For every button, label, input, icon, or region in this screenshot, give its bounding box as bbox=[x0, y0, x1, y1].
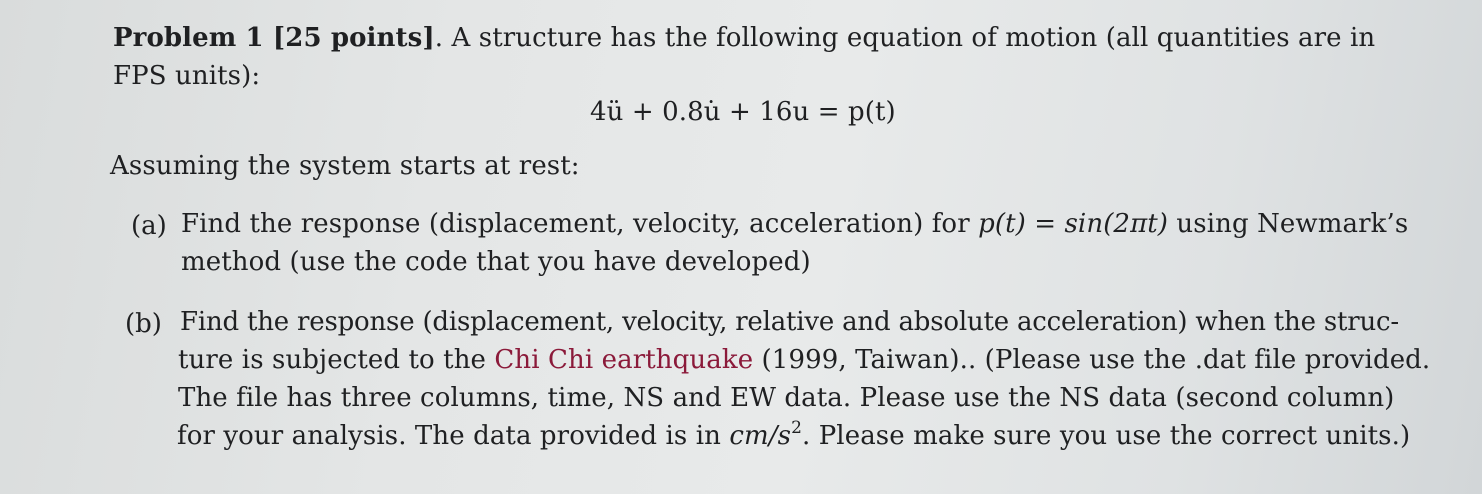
equation-of-motion: 4ü + 0.8u̇ + 16u = p(t) bbox=[590, 97, 896, 127]
part-a-text-post: using Newmark’s bbox=[1168, 209, 1409, 239]
part-b-line-1: Find the response (displacement, velocity, relative and absolute acceleration) when the struc- bbox=[180, 307, 1399, 337]
part-b-line-4-pre: for your analysis. The data provided is in bbox=[177, 421, 730, 451]
assumption-text: Assuming the system starts at rest: bbox=[110, 151, 580, 181]
part-a-line-1 bbox=[181, 208, 1408, 240]
part-b-line-4 bbox=[177, 420, 1410, 452]
part-a-text-pre: Find the response (displacement, velocity, acceleration) for bbox=[181, 209, 979, 239]
part-b-line-2-post: (1999, Taiwan).. (Please use the .dat file provided. bbox=[753, 345, 1431, 375]
part-b-line-2-pre: ture is subjected to the bbox=[178, 345, 495, 375]
chi-chi-earthquake-link[interactable]: Chi Chi earthquake bbox=[494, 345, 754, 375]
units-exponent: 2 bbox=[791, 418, 802, 438]
part-b-line-3: The file has three columns, time, NS and EW data. Please use the NS data (second column) bbox=[178, 383, 1395, 413]
part-a-label: (a) bbox=[131, 211, 167, 241]
part-b-label: (b) bbox=[125, 309, 162, 339]
part-a-forcing-function: p(t) = sin(2πt) bbox=[978, 209, 1169, 239]
problem-heading: Problem 1 [25 points] bbox=[113, 23, 435, 53]
part-b-line-4-post: . Please make sure you use the correct units.) bbox=[801, 421, 1411, 451]
part-b-line-2 bbox=[178, 344, 1430, 376]
problem-intro-line-2: FPS units): bbox=[113, 61, 261, 91]
problem-intro-line-1 bbox=[113, 22, 1375, 54]
units-cm-per-s: cm/s bbox=[729, 421, 792, 451]
problem-intro-text: . A structure has the following equation of motion (all quantities are in bbox=[434, 23, 1376, 53]
part-a-line-2: method (use the code that you have developed) bbox=[181, 247, 811, 277]
